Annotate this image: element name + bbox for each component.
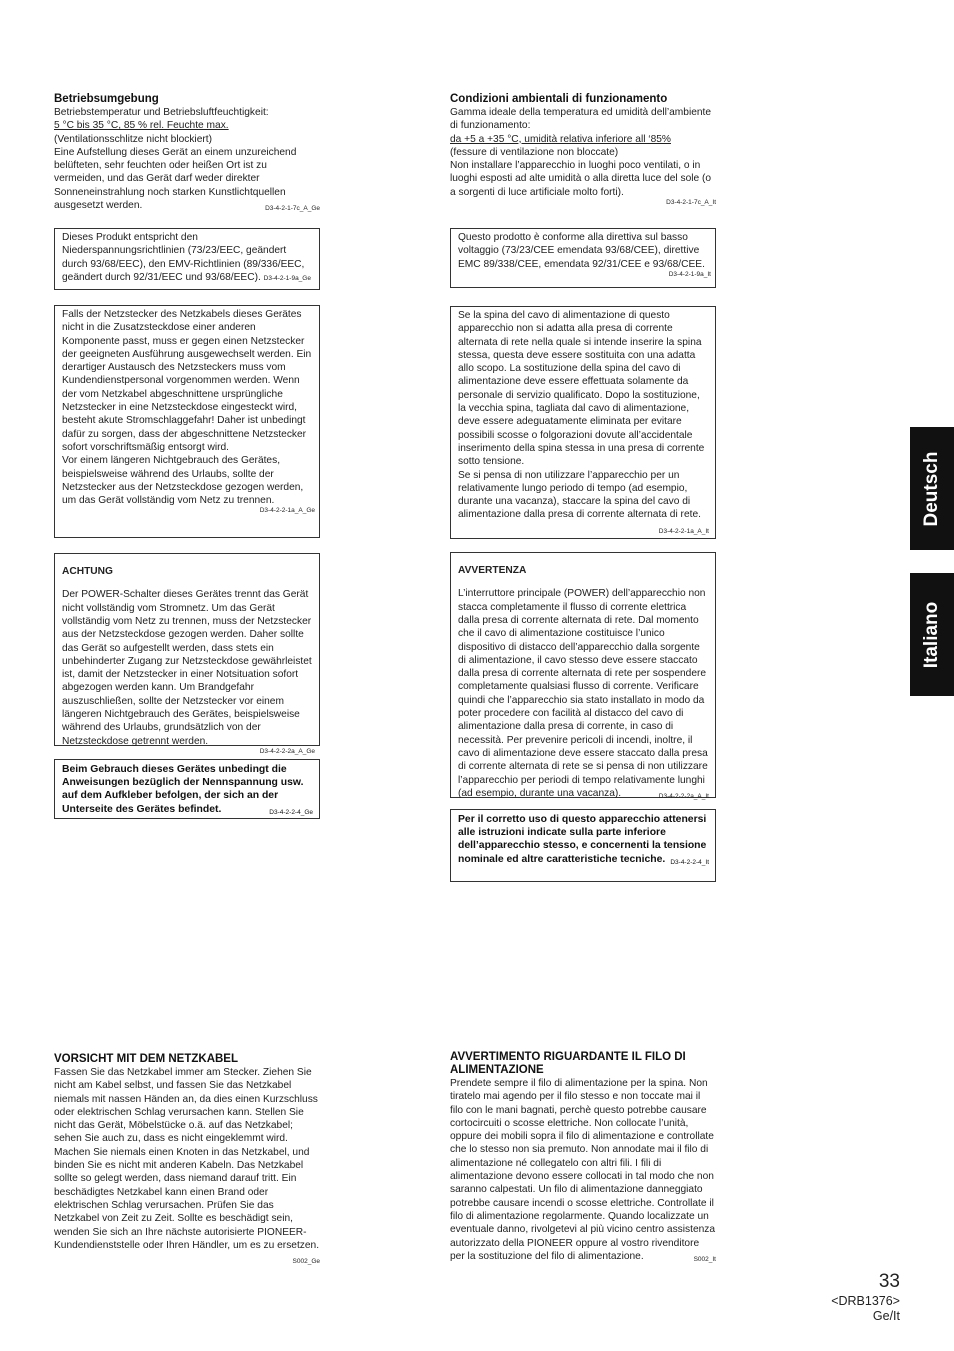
- doc-model-code: <DRB1376>: [831, 1294, 900, 1308]
- it-plug-body1: Se la spina del cavo di alimentazione di questo apparecchio non si adatta alla presa di corrente alternata di rete nella quale si intende inserire la spina stessa, questa deve essere sostituita con una adatta allo scopo. La sostituzione della spina del cavo di alimentazione deve essere effettuata solamente da personale di servizio qualificato. Dopo la sostituzione, la vecchia spina, tagliata dal cavo di alimentazione, deve essere adeguatamente eliminata per evitare possibili scosse o folgorazioni dovute all’accidentale inserimento della spina stessa in una presa di corrente sotto tensione.: [458, 310, 705, 468]
- it-cord-title: AVVERTIMENTO RIGUARDANTE IL FILO DI ALIMENTAZIONE: [450, 1051, 686, 1076]
- it-plug-box: [450, 306, 716, 539]
- it-env-line1: Gamma ideale della temperatura ed umidità dell’ambiente di funzionamento:: [450, 107, 712, 132]
- tab-italiano-label: Italiano: [921, 601, 942, 668]
- it-env-line3: (fessure di ventilazione non bloccate): [450, 146, 619, 158]
- ge-env-code: D3-4-2-1-7c_A_Ge: [265, 205, 320, 213]
- ge-env-line1: Betriebstemperatur und Betriebsluftfeuchtigkeit:: [54, 107, 269, 118]
- ge-directive-code: D3-4-2-1-9a_Ge: [263, 274, 311, 282]
- ge-cord-code: S002_Ge: [292, 1258, 320, 1266]
- it-cord-body: Prendete sempre il filo di alimentazione per la spina. Non tiratelo mai agendo per il filo stesso e non toccate mai il filo con le mani bagnati, perchè questo potrebbe causare cortocircuiti o scosse elettriche. Non collocate l’unità, oppure dei mobili sopra il filo di alimentazione e controllate che lo stesso non sia premuto. Non annodate mai il filo di alimentazione né collegatelo con altri fili. I fili di alimentazione devono essere collocati in tal modo che non saranno calpestati. Un filo di alimentazione danneggiato potrebbe causare incendi o scosse elettriche. Controllate il filo di alimentazione regolarmente. Quando localizzate un eventuale danno, rivolgetevi al più vicino centro assistenza autorizzato della PIONEER oppure al vostro rivenditore per la sostituzione del filo di alimentazione.: [450, 1078, 716, 1262]
- ge-directive-body: Dieses Produkt entspricht den Niederspannungsrichtlinien (73/23/EEC, geändert durch 93/68/EEC), den EMV-Richtlinien (89/336/EEC, geändert durch 92/31/EEC und 93/68/EEC).: [62, 232, 305, 283]
- ge-caution-code: D3-4-2-2-2a_A_Ge: [259, 747, 315, 755]
- it-directive-body: Questo prodotto è conforme alla direttiva sul basso voltaggio (73/23/CEE emendata 93/68/CEE), direttive EMC 89/338/CEE, emendata 92/31/CEE e 93/68/CEE.: [458, 232, 705, 270]
- it-directive-box: [450, 228, 716, 288]
- ge-cord-title: VORSICHT MIT DEM NETZKABEL: [54, 1053, 238, 1065]
- ge-plug-box: [54, 305, 320, 538]
- it-env-body: Non installare l’apparecchio in luoghi poco ventilati, o in luoghi esposti ad alte umidità o alla diretta luce del sole (o a sorgenti di luce artificiale molto forti).: [450, 160, 712, 198]
- ge-cord-section: [54, 1053, 320, 1268]
- ge-rating-code: D3-4-2-2-4_Ge: [269, 808, 313, 816]
- it-rating-body: Per il corretto uso di questo apparecchio attenersi alle istruzioni indicate sulla parte inferiore dell’apparecchio stesso, e concernenti la tensione nominale ed altre caratteristiche tecniche.: [458, 814, 707, 865]
- page-number: 33: [878, 1271, 900, 1292]
- it-env-code: D3-4-2-1-7c_A_It: [666, 199, 716, 207]
- it-plug-body2: Se si pensa di non utilizzare l’apparecchio per un relativamente lungo periodo di tempo (ad esempio, durante una vacanza), staccare la spina del cavo di alimentazione dalla presa di corrente alternata di rete.: [458, 469, 701, 521]
- italian-column: [450, 93, 716, 207]
- it-cord-code: S002_It: [693, 1255, 716, 1263]
- it-cord-section: [450, 1051, 716, 1266]
- ge-caution-title: ACHTUNG: [62, 566, 113, 578]
- ge-plug-body1: Falls der Netzstecker des Netzkabels dieses Gerätes nicht in die Zusatzsteckdose einer anderen Komponente passt, muss er gegen einen Netzstecker der geeigneten Ausführung ausgewechselt werden. Ein derartiger Austausch des Netzsteckers muss vom Kundendienstpersonal vorgenommen werden. Wenn der vom Netzkabel abgeschnittene ursprüngliche Netzstecker in eine Netzsteckdose eingesteckt wird, besteht akute Stromschlaggefahr! Daher ist unbedingt dafür zu sorgen, dass der abgeschnittene Netzstecker sofort vorschriftsmäßig entsorgt wird.: [62, 309, 312, 453]
- document-code: [831, 1294, 900, 1324]
- ge-rating-box: [54, 759, 320, 819]
- it-caution-box: [450, 552, 716, 798]
- tab-deutsch-label: Deutsch: [921, 451, 942, 526]
- ge-caution-body: Der POWER-Schalter dieses Gerätes trennt das Gerät nicht vollständig vom Stromnetz. Um das Gerät vollständig vom Netz zu trennen, muss der Netzstecker aus der Netzsteckdose gezogen werden. Daher sollte das Gerät so aufgestellt werden, dass stets ein unbehinderter Zugang zur Netzsteckdose gewährleistet ist, damit der Netzstecker in einer Notsituation sofort abgezogen werden kann. Um Brandgefahr auszuschließen, sollte der Netzstecker vor einem längeren Nichtgebrauch des Gerätes, beispielsweise während des Urlaubs, grundsätzlich von der Netzsteckdose getrennt werden.: [62, 589, 312, 747]
- ge-cord-body: Fassen Sie das Netzkabel immer am Stecker. Ziehen Sie nicht am Kabel selbst, und fassen Sie das Netzkabel niemals mit nassen Händen an, da dies einen Kurzschluss oder elektrischen Schlag verursachen kann. Stellen Sie nicht das Gerät, Möbelstücke o.ä. auf das Netzkabel; sehen Sie auch zu, dass es nicht eingeklemmt wird. Machen Sie niemals einen Knoten in das Netzkabel, und binden Sie es nicht mit anderen Kabeln. Das Netzkabel sollte so gelegt werden, dass niemand darauf tritt. Ein beschädigtes Netzkabel kann einen Brand oder elektrischen Schlag verursachen. Prüfen Sie das Netzkabel von Zeit zu Zeit. Sollte es beschädigt sein, wenden Sie sich an Ihre nächste autorisierte PIONEER-Kundendienststelle oder Ihren Händler, um es zu ersetzen.: [54, 1067, 320, 1251]
- it-rating-code: D3-4-2-2-4_It: [670, 858, 709, 866]
- it-rating-box: [450, 809, 716, 882]
- ge-plug-code: D3-4-2-2-1a_A_Ge: [259, 507, 315, 515]
- ge-env-title: Betriebsumgebung: [54, 93, 159, 105]
- ge-rating-body: Beim Gebrauch dieses Gerätes unbedingt die Anweisungen bezüglich der Nennspannung usw. auf dem Aufkleber befolgen, der sich an der Unterseite des Gerätes befindet.: [62, 764, 304, 815]
- german-column: [54, 93, 320, 215]
- it-directive-code: D3-4-2-1-9a_It: [668, 270, 711, 278]
- ge-caution-box: [54, 553, 320, 755]
- it-env-section: [450, 93, 716, 207]
- it-caution-title: AVVERTENZA: [458, 565, 527, 577]
- it-env-title: Condizioni ambientali di funzionamento: [450, 93, 668, 105]
- it-plug-code: D3-4-2-2-1a_A_It: [658, 527, 709, 535]
- it-env-line2: da +5 a +35 °C, umidità relativa inferiore all ‘85%: [450, 133, 671, 145]
- ge-env-body-text: Eine Aufstellung dieses Gerät an einem unzureichend belüfteten, sehr feuchten oder heißen Ort ist zu vermeiden, und das Gerät darf weder direkter Sonneneinstrahlung noch starken Kunstlichtquellen ausgesetzt werden.: [54, 146, 297, 212]
- ge-env-line2: 5 °C bis 35 °C, 85 % rel. Feuchte max.: [54, 120, 229, 132]
- ge-plug-body2: Vor einem längeren Nichtgebrauch des Gerätes, beispielsweise während des Urlaubs, sollte der Netzstecker aus der Netzsteckdose gezogen werden, um das Gerät vollständig vom Netz zu trennen.: [62, 455, 304, 507]
- it-caution-body: L’interruttore principale (POWER) dell’apparecchio non stacca completamente il flusso di corrente elettrica dalla presa di corrente alternata di rete. Dal momento che il cavo di alimentazione costituisce l’unico dispositivo di distacco dell’apparecchio dalla sorgente di alimentazione, il cavo stesso deve essere staccato dalla presa di corrente alternata di rete per sospendere completamente qualsiasi flusso di corrente. Verificare quindi che l’apparecchio sia stato installato in modo da poter procedere con facilità al distacco del cavo di alimentazione dalla presa di corrente, in caso di necessità. Per prevenire pericoli di incendi, inoltre, il cavo di alimentazione deve essere staccato dalla presa di corrente alternata di rete se si pensa di non utilizzare l’apparecchio per periodi di tempo relativamente lunghi (ad esempio, durante una vacanza).: [458, 588, 708, 799]
- doc-language-code: Ge/It: [872, 1309, 900, 1323]
- ge-env-line3: (Ventilationsschlitze nicht blockiert): [54, 133, 212, 145]
- ge-env-body: [54, 146, 320, 212]
- tab-deutsch: [910, 427, 954, 550]
- it-caution-code: D3-4-2-2-2a_A_It: [658, 792, 709, 800]
- ge-env-section: [54, 93, 320, 212]
- ge-directive-box: [54, 228, 320, 290]
- tab-italiano: [910, 573, 954, 696]
